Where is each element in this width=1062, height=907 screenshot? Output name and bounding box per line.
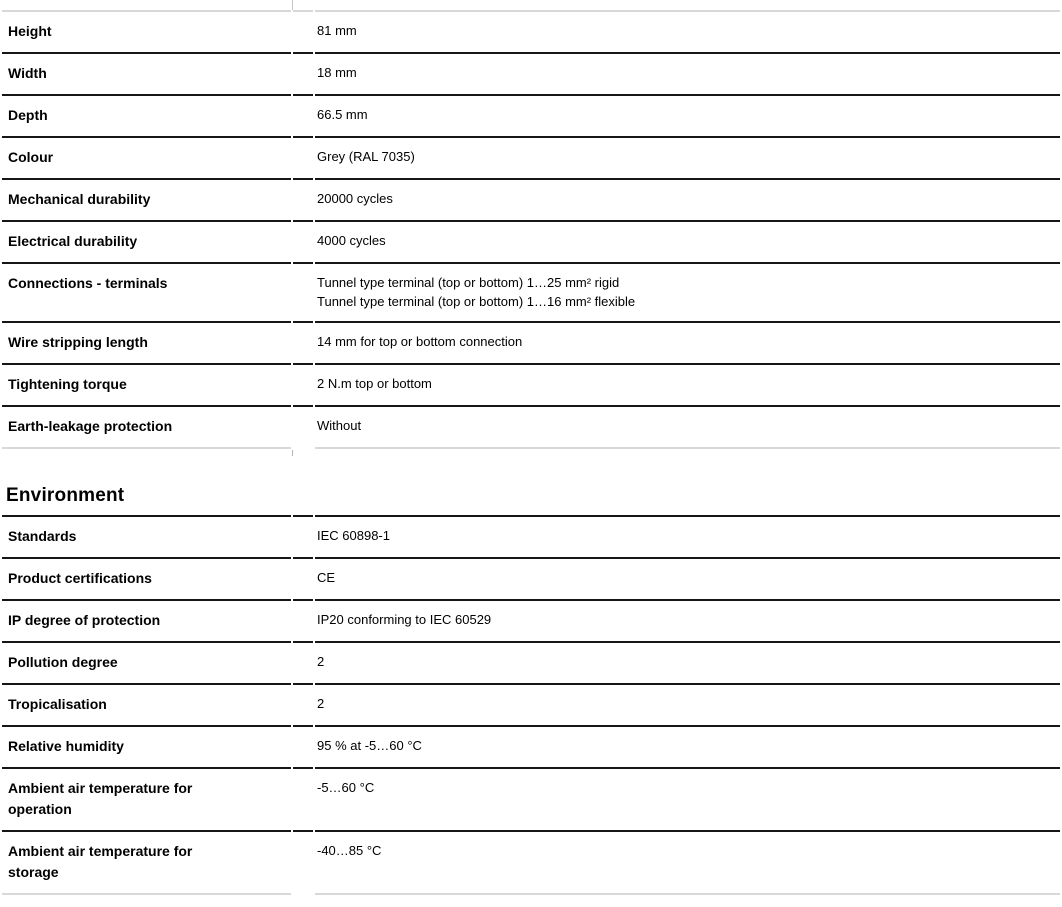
spec-label: Connections - terminals [2,264,291,323]
spec-label: Colour [2,138,291,180]
column-gap [293,559,313,601]
column-gap [293,222,313,264]
spec-row [2,12,1060,54]
spec-value-line: Tunnel type terminal (top or bottom) 1…16 mm² flexible [317,294,636,309]
spec-label: Relative humidity [2,727,291,769]
product-spec-table [0,10,1062,449]
spec-row [2,54,1060,96]
spec-label: Tightening torque [2,365,291,407]
spec-label: Height [2,12,291,54]
spec-label: Pollution degree [2,643,291,685]
spec-label-line: storage [8,864,59,880]
spec-row [2,138,1060,180]
spec-row [2,769,1060,832]
spec-row [2,180,1060,222]
column-gap [293,727,313,769]
spec-value: 4000 cycles [315,222,1060,264]
spec-row [2,407,1060,449]
spec-value: 14 mm for top or bottom connection [315,323,1060,365]
spec-row [2,559,1060,601]
column-gap [293,643,313,685]
spec-label: Earth-leakage protection [2,407,291,449]
spec-value: CE [315,559,1060,601]
spec-row [2,96,1060,138]
spec-row [2,727,1060,769]
spec-label [2,832,291,895]
spec-row [2,517,1060,559]
spec-value: 2 [315,685,1060,727]
column-divider-remnant-bottom [292,450,293,456]
spec-label: Depth [2,96,291,138]
spec-value: 2 [315,643,1060,685]
column-gap [293,685,313,727]
column-divider-remnant-top [292,0,293,10]
spec-value: IEC 60898-1 [315,517,1060,559]
column-gap [293,12,313,54]
spec-label: Tropicalisation [2,685,291,727]
spec-row [2,222,1060,264]
spec-label [2,769,291,832]
spec-label: IP degree of protection [2,601,291,643]
spec-label: Wire stripping length [2,323,291,365]
spec-value: 95 % at -5…60 °C [315,727,1060,769]
spec-label: Standards [2,517,291,559]
spec-value: 2 N.m top or bottom [315,365,1060,407]
spec-row [2,264,1060,323]
spec-label: Electrical durability [2,222,291,264]
column-gap [293,601,313,643]
spec-value: Grey (RAL 7035) [315,138,1060,180]
spec-value [315,264,1060,323]
column-gap [293,517,313,559]
spec-value: Without [315,407,1060,449]
column-gap [293,769,313,832]
spec-value: 18 mm [315,54,1060,96]
spec-row [2,365,1060,407]
column-gap [293,365,313,407]
spec-row [2,832,1060,895]
spec-label: Mechanical durability [2,180,291,222]
spec-value: -5…60 °C [315,769,1060,832]
spec-label-line: Ambient air temperature for [8,780,193,796]
column-gap [293,264,313,323]
column-gap [293,138,313,180]
spec-label: Width [2,54,291,96]
spec-label-line: operation [8,801,72,817]
environment-spec-table [0,515,1062,895]
column-gap [293,54,313,96]
column-gap [293,323,313,365]
spec-value: 20000 cycles [315,180,1060,222]
section-heading-environment: Environment [6,485,125,506]
column-gap [293,832,313,895]
spec-value: 66.5 mm [315,96,1060,138]
spec-row [2,601,1060,643]
spec-value: 81 mm [315,12,1060,54]
spec-row [2,323,1060,365]
column-gap [293,96,313,138]
column-gap [293,180,313,222]
spec-value-line: Tunnel type terminal (top or bottom) 1…25 mm² rigid [317,275,620,290]
spec-row [2,685,1060,727]
spec-label: Product certifications [2,559,291,601]
spec-value: -40…85 °C [315,832,1060,895]
spec-label-line: Ambient air temperature for [8,843,193,859]
spec-value: IP20 conforming to IEC 60529 [315,601,1060,643]
column-gap [293,407,313,449]
spec-row [2,643,1060,685]
